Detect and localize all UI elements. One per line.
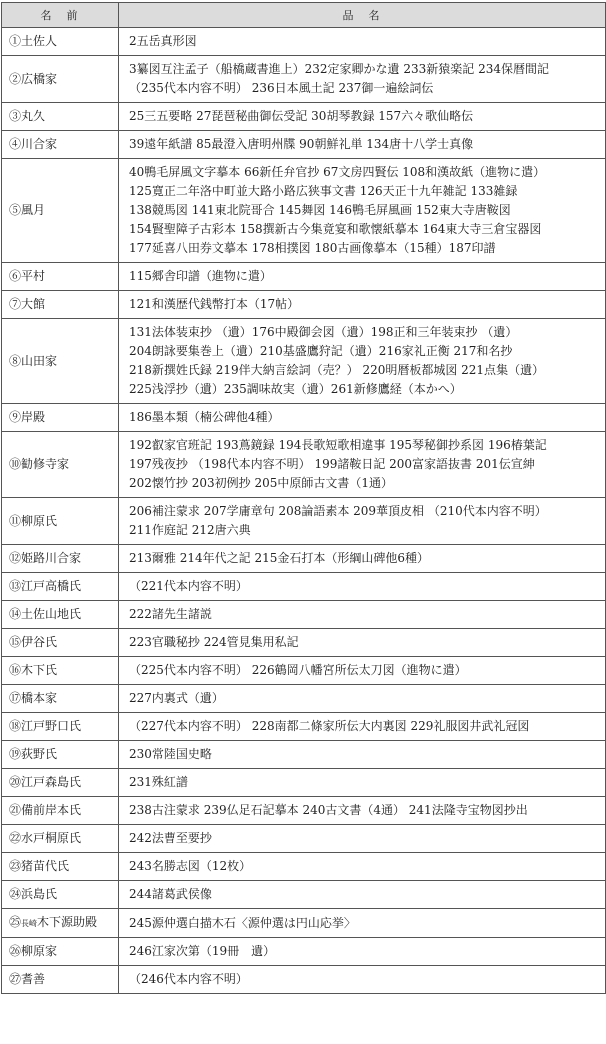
items-cell [119, 966, 606, 994]
owner-name: ⑧山田家 [2, 319, 119, 404]
owner-name: ②広橋家 [2, 56, 119, 103]
items-cell [119, 159, 606, 263]
item-line: 25三五要略 27琵琶秘曲御伝受記 30胡琴教録 157六々歌仙略伝 [129, 109, 474, 123]
items-cell [119, 769, 606, 797]
item-line: 39遠年紙譜 85最澄入唐明州牒 90朝鮮礼単 134唐十八学士真像 [129, 137, 474, 151]
table-row [2, 797, 606, 825]
item-line: （227代本内容不明） 228南都二條家所伝大内裏図 229礼服図井武礼冠図 [129, 719, 530, 733]
owner-name: ㉗耆善 [2, 966, 119, 994]
item-line: 204朗詠要集巻上（遺）210基盛鷹狩記（遺）216家礼正衡 217和名抄 [129, 344, 513, 358]
catalog-table [1, 2, 606, 994]
item-line: （225代本内容不明） 226鶴岡八幡宮所伝太刀図（進物に遣） [129, 663, 467, 677]
item-line: 242法曹至要抄 [129, 831, 212, 845]
owner-name: ⑰橋本家 [2, 685, 119, 713]
table-row [2, 825, 606, 853]
table-row [2, 28, 606, 56]
owner-name: ⑫姫路川合家 [2, 545, 119, 573]
owner-name: ⑳江戸森島氏 [2, 769, 119, 797]
item-line: 177延喜八田券文摹本 178相撲図 180古画像摹本（15種）187印譜 [129, 241, 496, 255]
table-row [2, 291, 606, 319]
owner-name: ⑪柳原氏 [2, 498, 119, 545]
table-row [2, 404, 606, 432]
items-cell [119, 657, 606, 685]
table-row [2, 657, 606, 685]
items-cell [119, 263, 606, 291]
owner-name: ⑨岸殿 [2, 404, 119, 432]
items-cell [119, 938, 606, 966]
items-cell [119, 825, 606, 853]
owner-name: ⑤風月 [2, 159, 119, 263]
table-row [2, 741, 606, 769]
table-row [2, 56, 606, 103]
table-row [2, 938, 606, 966]
owner-name: ⑮伊谷氏 [2, 629, 119, 657]
items-cell [119, 498, 606, 545]
owner-name: ⑦大館 [2, 291, 119, 319]
owner-name: ⑭土佐山地氏 [2, 601, 119, 629]
item-line: 243名勝志図（12枚） [129, 859, 252, 873]
item-line: （235代本内容不明） 236日本風土記 237御一遍絵詞伝 [129, 81, 434, 95]
item-line: 197残夜抄 （198代本内容不明） 199諸鞍日記 200富家語抜書 201伝宣紳 [129, 457, 535, 471]
item-line: 121和漢歴代銭幣打本（17帖） [129, 297, 300, 311]
owner-name [2, 909, 119, 938]
items-cell [119, 797, 606, 825]
items-cell [119, 545, 606, 573]
item-line: 222諸先生諸説 [129, 607, 212, 621]
owner-name: ⑱江戸野口氏 [2, 713, 119, 741]
items-cell [119, 741, 606, 769]
item-line: 138競馬図 141東北院哥合 145舞図 146鴨毛屏風画 152東大寺唐鞍図 [129, 203, 511, 217]
table-row [2, 545, 606, 573]
table-row [2, 498, 606, 545]
item-line: 2五岳真形図 [129, 34, 197, 48]
item-line: 227内裏式（遺） [129, 691, 224, 705]
owner-name: ㉔浜島氏 [2, 881, 119, 909]
table-row [2, 881, 606, 909]
owner-name: ⑯木下氏 [2, 657, 119, 685]
items-cell [119, 685, 606, 713]
item-line: 231殊紅譜 [129, 775, 188, 789]
item-line: 238古注蒙求 239仏足石記摹本 240古文書（4通） 241法隆寺宝物図抄出 [129, 803, 528, 817]
item-line: 154賢聖障子古彩本 158撰新古今集竟宴和歌懐紙摹本 164東大寺三倉宝器図 [129, 222, 542, 236]
owner-name: ⑥平村 [2, 263, 119, 291]
table-row [2, 853, 606, 881]
owner-name: ⑩勧修寺家 [2, 432, 119, 498]
items-cell [119, 56, 606, 103]
items-cell [119, 713, 606, 741]
header-items: 品 名 [119, 3, 606, 28]
items-cell [119, 404, 606, 432]
item-line: 40鴨毛屏風文字摹本 66新任弁官抄 67文房四賢伝 108和漢故紙（進物に遣） [129, 165, 546, 179]
items-cell [119, 131, 606, 159]
item-line: 202懐竹抄 203初例抄 205中原師古文書（1通） [129, 476, 393, 490]
table-row [2, 713, 606, 741]
owner-name: ④川合家 [2, 131, 119, 159]
item-line: 125寛正二年洛中町並大路小路広狭事文書 126天正十九年雑記 133雑録 [129, 184, 518, 198]
table-body [2, 28, 606, 994]
item-line: 246江家次第（19冊 遺） [129, 944, 276, 958]
item-line: 244諸葛武侯像 [129, 887, 212, 901]
items-cell [119, 629, 606, 657]
item-line: 245源仲選白描木石〈源仲選は円山応挙〉 [129, 915, 356, 930]
items-cell [119, 28, 606, 56]
table-row [2, 159, 606, 263]
table-row [2, 131, 606, 159]
item-line: 206補注蒙求 207学庸章句 208論語素本 209華頂皮相 （210代本内容不明） [129, 504, 547, 518]
item-line: 186墨本類（楠公碑他4種） [129, 410, 280, 424]
items-cell [119, 853, 606, 881]
owner-name-text: 木下源助殿 [37, 915, 98, 929]
header-name: 名 前 [2, 3, 119, 28]
table-row [2, 601, 606, 629]
table-row [2, 769, 606, 797]
owner-name: ㉖柳原家 [2, 938, 119, 966]
table-row [2, 103, 606, 131]
header-row [2, 3, 606, 28]
item-line: 3纂図互注孟子（船橋蔵書進上）232定家卿かな遺 233新猿楽記 234保暦間記 [129, 62, 549, 76]
table-row [2, 966, 606, 994]
table-row [2, 629, 606, 657]
items-cell [119, 432, 606, 498]
owner-name: ③丸久 [2, 103, 119, 131]
item-line: （246代本内容不明） [129, 972, 248, 986]
table-row [2, 573, 606, 601]
owner-name: ①土佐人 [2, 28, 119, 56]
owner-name: ㉒水戸桐原氏 [2, 825, 119, 853]
items-cell [119, 909, 606, 938]
owner-name: ㉑備前岸本氏 [2, 797, 119, 825]
items-cell [119, 319, 606, 404]
item-line: （221代本内容不明） [129, 579, 248, 593]
item-line: 230常陸国史略 [129, 747, 212, 761]
item-line: 225浅浮抄（遺）235調味故実（遺）261新修鷹経（本かへ） [129, 382, 462, 396]
item-line: 218新撰姓氏録 219伴大納言絵詞（売？） 220明暦板都城図 221点集（遺） [129, 363, 545, 377]
items-cell [119, 291, 606, 319]
owner-name: ⑲荻野氏 [2, 741, 119, 769]
items-cell [119, 573, 606, 601]
items-cell [119, 601, 606, 629]
items-cell [119, 103, 606, 131]
item-line: 192叡家官班記 193蔦鏡録 194長歌短歌相違事 195琴秘御抄系図 196椿葉記 [129, 438, 547, 452]
table-row [2, 263, 606, 291]
owner-name: ㉓猪苗代氏 [2, 853, 119, 881]
table-row [2, 685, 606, 713]
item-line: 131法体装束抄 （遺）176中殿御会図（遺）198正和三年装束抄 （遺） [129, 325, 518, 339]
owner-name: ⑬江戸高橋氏 [2, 573, 119, 601]
item-line: 115郷舎印譜（進物に遣） [129, 269, 272, 283]
items-cell [119, 881, 606, 909]
item-line: 213爾雅 214年代之記 215金石打本（形綱山碑他6種） [129, 551, 429, 565]
item-line: 223官職秘抄 224管見集用私記 [129, 635, 299, 649]
table-row [2, 432, 606, 498]
table-row [2, 319, 606, 404]
table-row [2, 909, 606, 938]
owner-number: ㉕ [9, 915, 22, 929]
owner-place: 長崎 [21, 919, 38, 928]
item-line: 211作庭記 212唐六典 [129, 523, 251, 537]
